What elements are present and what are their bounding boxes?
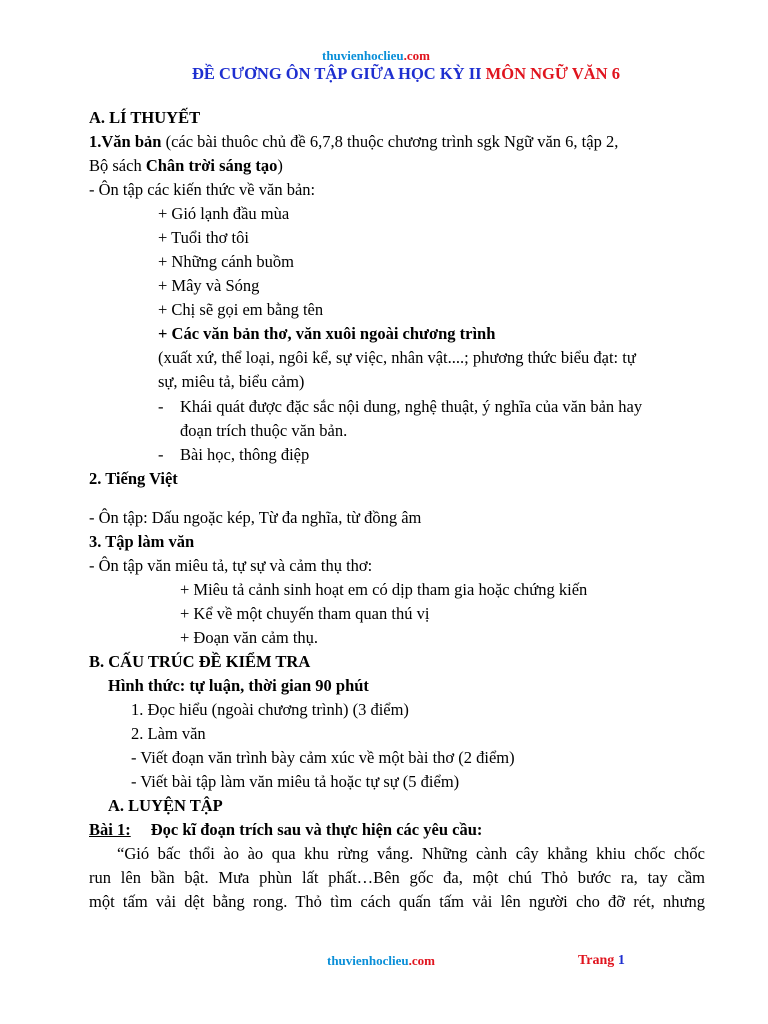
footer-site[interactable] (327, 953, 435, 969)
title-subject: MÔN NGỮ VĂN 6 (485, 64, 620, 83)
exercise-1-label: Bài 1: (89, 820, 131, 839)
tiengviet-content: - Ôn tập: Dấu ngoặc kép, Từ đa nghĩa, từ đồng âm (89, 508, 422, 527)
text-item: + Đoạn văn cảm thụ. (180, 628, 319, 647)
dash-marker: - (158, 445, 164, 464)
exercise-1-instruction: Đọc kĩ đoạn trích sau và thực hiện các yêu cầu: (150, 820, 483, 839)
text-item: + Miêu tả cảnh sinh hoạt em có dịp tham gia hoặc chứng kiến (180, 580, 588, 599)
text-item: + Kể về một chuyến tham quan thú vị (180, 604, 430, 623)
text-item: + Chị sẽ gọi em bằng tên (158, 300, 324, 319)
vanban-desc-1: (các bài thuôc chủ đề 6,7,8 thuộc chương trình sgk Ngữ văn 6, tập 2, (161, 132, 619, 151)
text-item: + Những cánh buồm (158, 252, 295, 271)
exam-format: Hình thức: tự luận, thời gian 90 phút (108, 676, 369, 695)
vanban-line-1 (89, 132, 618, 152)
section-b-heading: B. CẤU TRÚC ĐỀ KIỂM TRA (89, 652, 311, 671)
section-a-heading: A. LÍ THUYẾT (89, 108, 201, 127)
passage-line: “Gió bấc thổi ào ào qua khu rừng vắng. Những cành cây khẳng khiu chốc chốc (117, 844, 705, 863)
text-item: + Mây và Sóng (158, 276, 260, 295)
list-item: 1. Đọc hiểu (ngoài chương trình) (3 điểm) (131, 700, 409, 719)
vanban-line-2 (89, 156, 283, 176)
site-name: thuvienhoclieu (322, 48, 404, 63)
dash-item-2: Bài học, thông điệp (180, 445, 310, 464)
text-item: + Tuổi thơ tôi (158, 228, 249, 247)
vanban-review: - Ôn tập các kiến thức về văn bản: (89, 180, 316, 199)
footer-site-name: thuvienhoclieu (327, 953, 409, 968)
vanban-desc-2-prefix: Bộ sách (89, 156, 146, 175)
title-main: ĐỀ CƯƠNG ÔN TẬP GIỮA HỌC KỲ II (192, 64, 482, 83)
extra-texts-desc-1: (xuất xứ, thể loại, ngôi kể, sự việc, nhân vật....; phương thức biểu đạt: tự (158, 348, 636, 367)
passage-line: run lên bần bật. Mưa phùn lất phất…Bên gốc đa, một chú Thỏ bước ra, tay cầm (89, 868, 705, 887)
page-number-value: 1 (617, 953, 625, 968)
site-domain: .com (403, 48, 430, 63)
vanban-label: 1.Văn bản (89, 132, 162, 151)
list-item: 2. Làm văn (131, 724, 206, 743)
exercise-1-line (89, 820, 482, 840)
practice-heading: A. LUYỆN TẬP (108, 796, 223, 815)
document-title (192, 64, 620, 84)
passage-line: một tấm vải dệt bằng rong. Thỏ tìm cách quấn tấm vải lên người cho đỡ rét, nhưng (89, 892, 705, 911)
extra-texts-desc-2: sự, miêu tả, biểu cảm) (158, 372, 305, 391)
list-item: - Viết đoạn văn trình bày cảm xúc về một bài thơ (2 điểm) (131, 748, 515, 767)
extra-texts-heading: + Các văn bản thơ, văn xuôi ngoài chương trình (158, 324, 496, 343)
dash-marker: - (158, 397, 164, 416)
page-label: Trang (578, 953, 615, 968)
page-number (578, 953, 625, 969)
taplamvan-heading: 3. Tập làm văn (89, 532, 195, 551)
text-item: + Gió lạnh đầu mùa (158, 204, 290, 223)
header-site[interactable] (322, 48, 430, 64)
footer-site-domain: .com (408, 953, 435, 968)
tiengviet-heading: 2. Tiếng Việt (89, 469, 178, 488)
dash-item-1-a: Khái quát được đặc sắc nội dung, nghệ thuật, ý nghĩa của văn bản hay (180, 397, 643, 416)
dash-item-1-b: đoạn trích thuộc văn bản. (180, 421, 348, 440)
list-item: - Viết bài tập làm văn miêu tả hoặc tự sự (5 điểm) (131, 772, 460, 791)
vanban-desc-2-suffix: ) (277, 156, 283, 175)
taplamvan-content: - Ôn tập văn miêu tả, tự sự và cảm thụ thơ: (89, 556, 373, 575)
book-series-name: Chân trời sáng tạo (145, 156, 278, 175)
